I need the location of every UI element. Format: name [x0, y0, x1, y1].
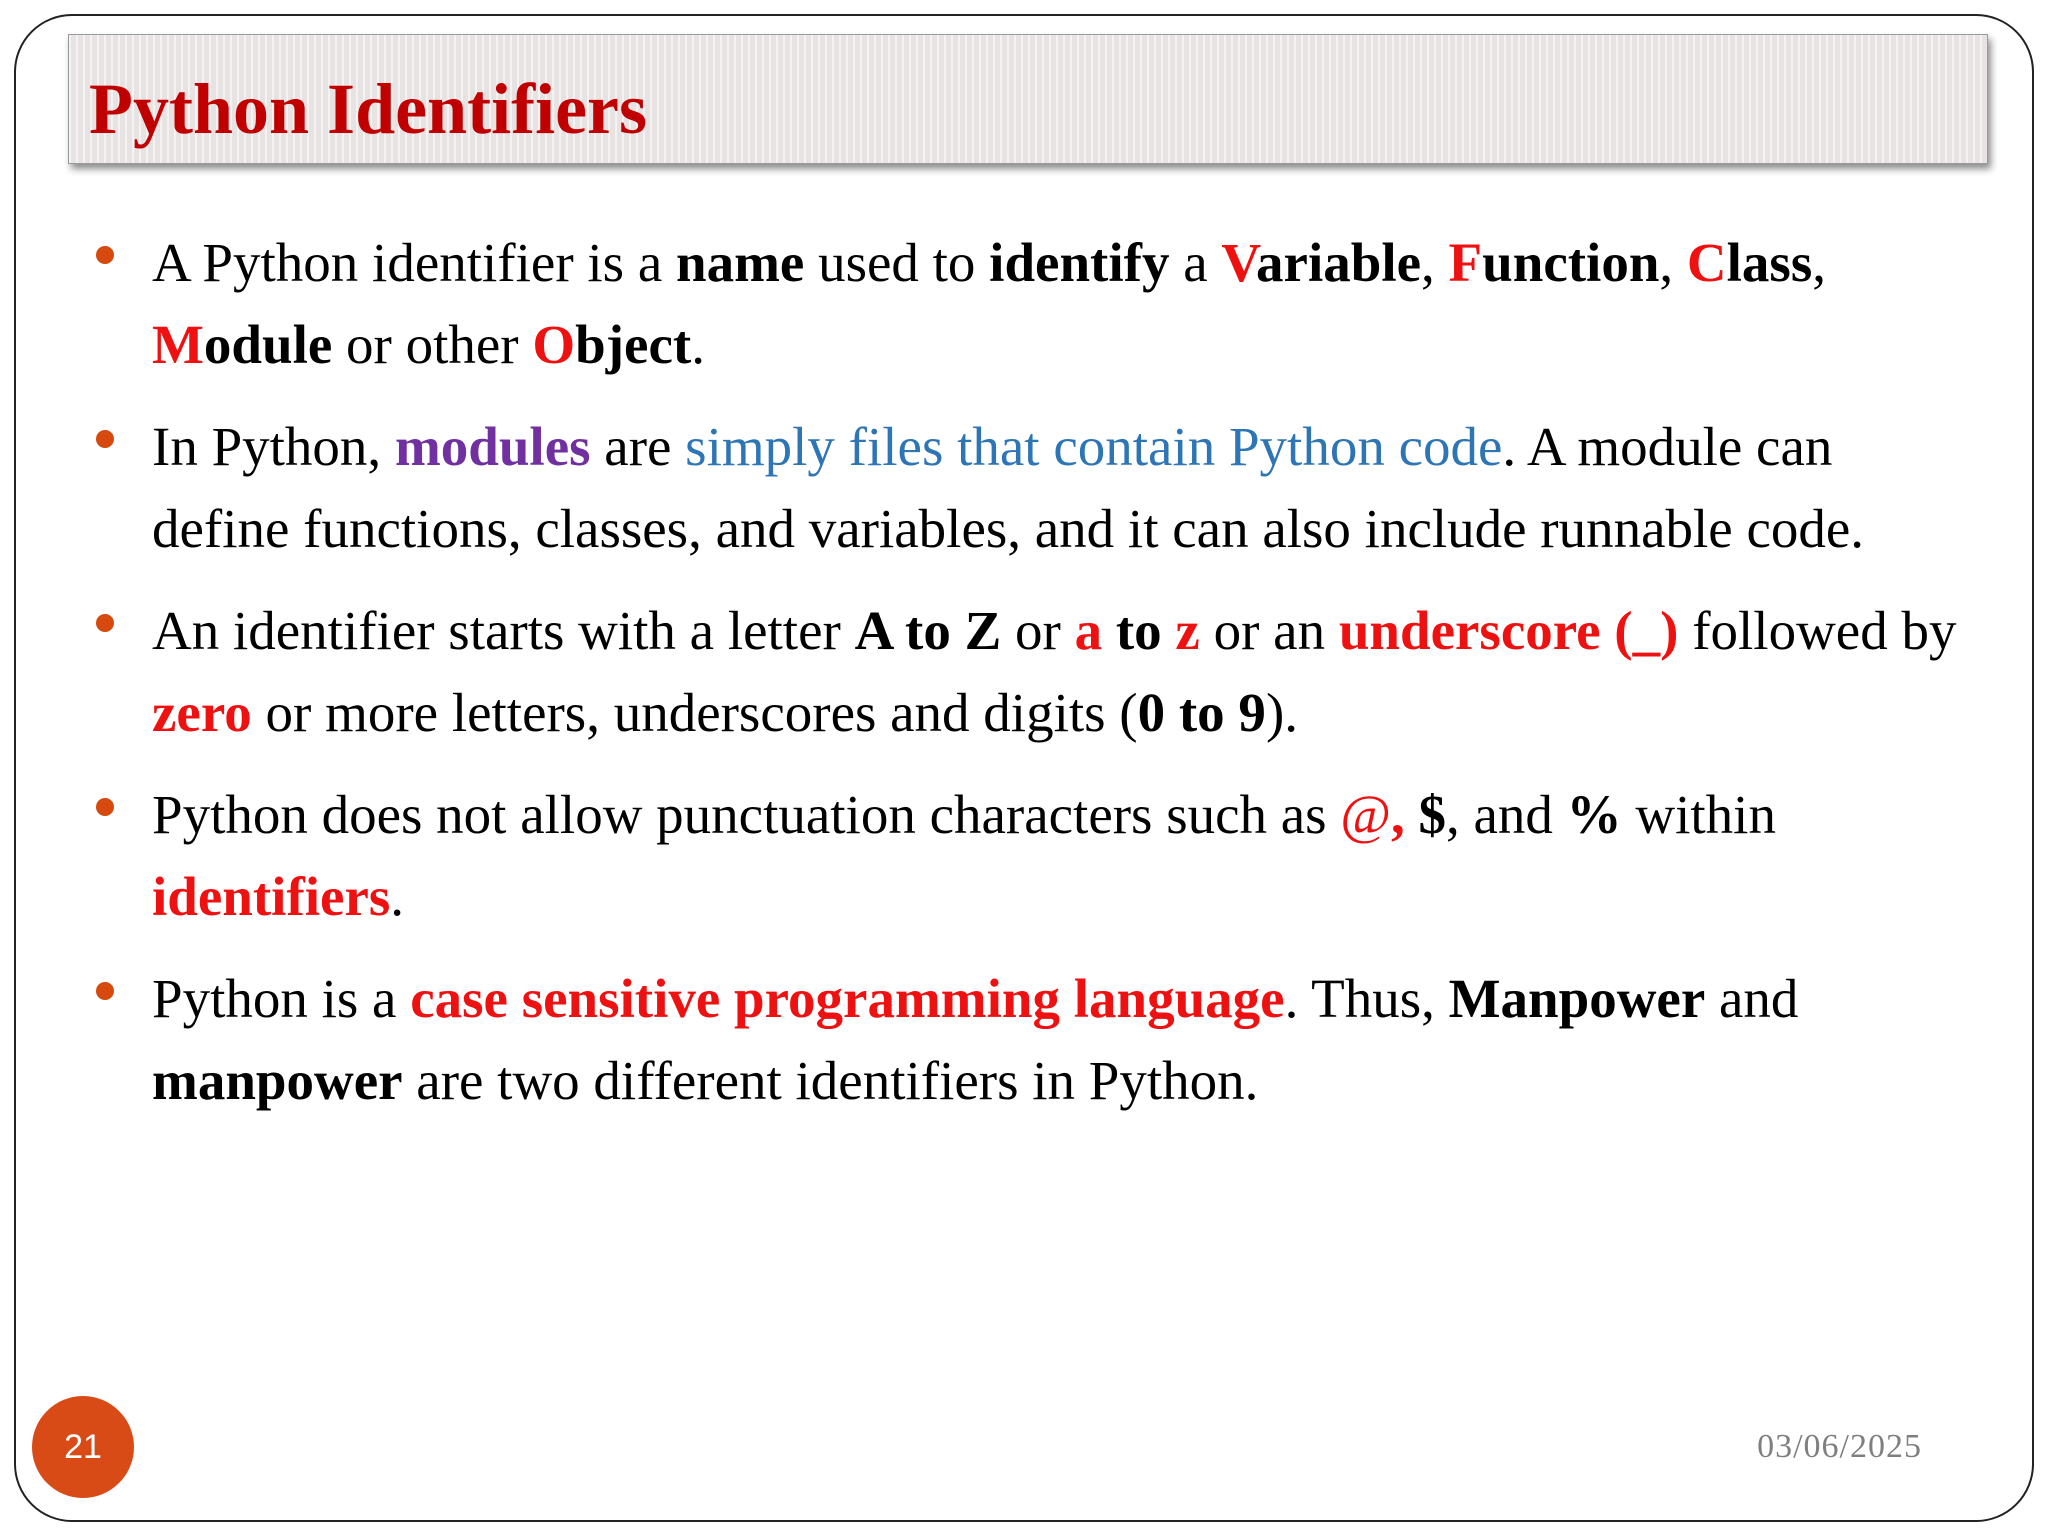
bullet-item [96, 958, 1976, 1122]
text-run: case sensitive programming language [410, 968, 1285, 1029]
text-run: $ [1404, 784, 1446, 845]
bullet-list [96, 222, 1976, 1142]
text-run: ariable [1256, 232, 1422, 293]
bullet-item [96, 774, 1976, 938]
text-run: Python is a [152, 968, 411, 1029]
text-run: within [1621, 784, 1776, 845]
text-run: . [390, 866, 405, 927]
bullet-item [96, 590, 1976, 754]
text-run: used to [804, 232, 990, 293]
text-run: lass [1726, 232, 1813, 293]
text-run: ). [1265, 682, 1299, 743]
bullet-item [96, 222, 1976, 386]
slide-title: Python Identifiers [89, 69, 647, 149]
text-run: are [590, 416, 686, 477]
text-run: % [1566, 784, 1622, 845]
text-run: manpower [152, 1050, 403, 1111]
text-run: C [1686, 232, 1727, 293]
text-run: F [1448, 232, 1483, 293]
text-run: 0 to 9 [1137, 682, 1266, 743]
text-run: V [1221, 232, 1257, 293]
text-run: , [1421, 232, 1449, 293]
text-run: a [1074, 600, 1103, 661]
slide-number-badge: 21 [32, 1396, 134, 1498]
text-run: identify [989, 232, 1170, 293]
text-run: . [691, 314, 705, 375]
text-run: Python does not allow punctuation characters such as [152, 784, 1341, 845]
text-run: , [1390, 784, 1405, 845]
text-run: , [1659, 232, 1687, 293]
bullet-item [96, 406, 1976, 570]
text-run: A to Z [854, 600, 1002, 661]
slide-date: 03/06/2025 [1757, 1428, 1922, 1465]
text-run: or an [1199, 600, 1339, 661]
text-run: In Python, [152, 416, 395, 477]
text-run: or more letters, underscores and digits ( [251, 682, 1138, 743]
text-run: simply files that contain Python code [685, 416, 1503, 477]
text-run: bject [575, 314, 692, 375]
text-run: An identifier starts with a letter [152, 600, 855, 661]
text-run: or other [332, 314, 533, 375]
text-run: modules [394, 416, 591, 477]
text-run: followed by [1678, 600, 1957, 661]
text-run: underscore (_) [1338, 600, 1679, 661]
text-run: M [152, 314, 204, 375]
text-run: z [1175, 600, 1200, 661]
text-run: Manpower [1448, 968, 1706, 1029]
text-run: are two different identifiers in Python. [402, 1050, 1259, 1111]
text-run: a [1169, 232, 1222, 293]
bullet-dot-icon [96, 614, 114, 632]
text-run: O [532, 314, 576, 375]
text-run: . A module can define functions, classes, and variables, and it can also include runnable code. [152, 416, 1865, 559]
text-run: odule [203, 314, 333, 375]
text-run: and [1705, 968, 1799, 1029]
bullet-dot-icon [96, 982, 114, 1000]
text-run: to [1102, 600, 1176, 661]
text-run: @ [1340, 784, 1391, 845]
bullet-dot-icon [96, 246, 114, 264]
bullet-dot-icon [96, 430, 114, 448]
text-run: identifiers [152, 866, 391, 927]
text-run: , [1812, 232, 1826, 293]
text-run: zero [152, 682, 252, 743]
text-run: unction [1482, 232, 1660, 293]
text-run: . Thus, [1284, 968, 1449, 1029]
text-run: A Python identifier is a [152, 232, 676, 293]
title-bar [68, 34, 1988, 164]
text-run: or [1001, 600, 1075, 661]
text-run: , and [1445, 784, 1567, 845]
text-run: name [675, 232, 805, 293]
bullet-dot-icon [96, 798, 114, 816]
